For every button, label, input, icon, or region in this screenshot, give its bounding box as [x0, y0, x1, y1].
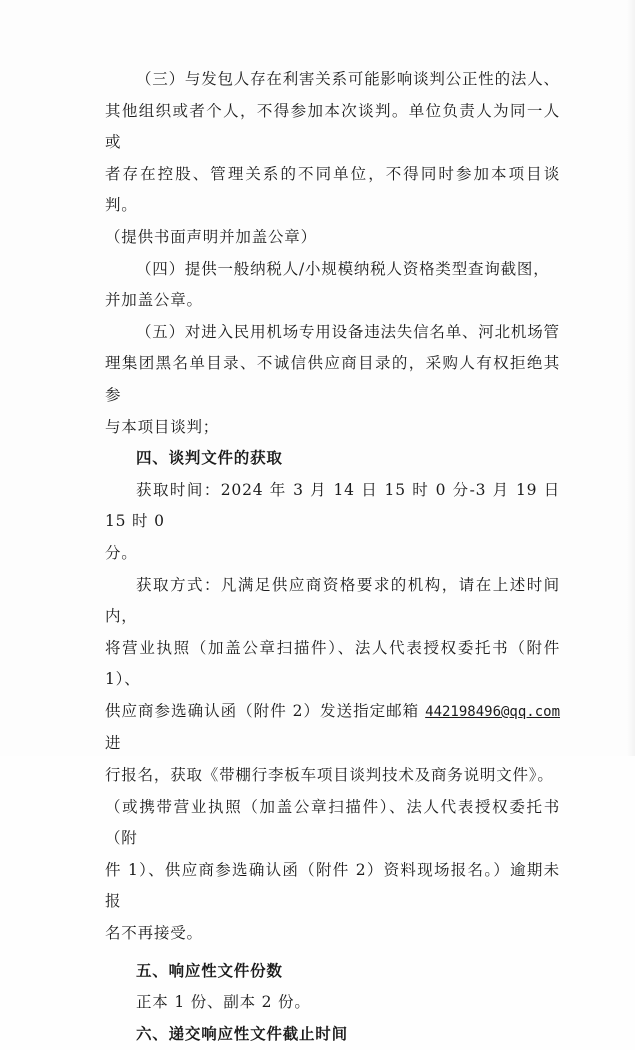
text-line: 者存在控股、管理关系的不同单位，不得同时参加本项目谈判。	[105, 164, 560, 215]
text-line: （五）对进入民用机场专用设备违法失信名单、河北机场管	[136, 322, 560, 341]
item-5-paragraph	[105, 317, 560, 443]
text-line: 获取时间：2024 年 3 月 14 日 15 时 0 分-3 月 19 日 15 时 0	[105, 480, 560, 531]
text-line	[105, 696, 560, 760]
text-line: （或携带营业执照（加盖公章扫描件）、法人代表授权委托书（附	[105, 797, 560, 848]
document-body	[105, 64, 560, 1050]
text-line: 名不再接受。	[105, 924, 203, 943]
section-5-heading: 五、响应性文件份数	[136, 961, 283, 980]
acquisition-method-paragraph	[105, 570, 560, 950]
copies-paragraph	[105, 987, 560, 1019]
text-line: 将营业执照（加盖公章扫描件）、法人代表授权委托书（附件 1）、	[105, 638, 560, 689]
text-line: 与本项目谈判；	[105, 417, 220, 436]
section-4-heading: 四、谈判文件的获取	[136, 449, 283, 468]
text-segment: 进	[105, 734, 122, 753]
text-line: 理集团黑名单目录、不诚信供应商目录的，采购人有权拒绝其参	[105, 354, 560, 404]
section-6-heading: 六、递交响应性文件截止时间	[136, 1024, 348, 1043]
text-line: 件 1）、供应商参选确认函（附件 2）资料现场报名。）逾期未报	[105, 860, 560, 911]
text-line: 其他组织或者个人，不得参加本次谈判。单位负责人为同一人或	[105, 101, 560, 152]
text-line: （四）提供一般纳税人/小规模纳税人资格类型查询截图，	[136, 259, 550, 278]
page-edge-shadow	[627, 0, 635, 756]
email-address: 442198496@qq.com	[425, 703, 560, 720]
text-line: 并加盖公章。	[105, 291, 203, 310]
text-line: （三）与发包人存在利害关系可能影响谈判公正性的法人、	[136, 70, 560, 88]
item-3-paragraph	[105, 64, 560, 254]
text-line: 行报名，获取《带棚行李板车项目谈判技术及商务说明文件》。	[105, 766, 554, 785]
item-4-paragraph	[105, 254, 560, 317]
acquisition-time-paragraph	[105, 475, 560, 570]
text-line: 正本 1 份、副本 2 份。	[136, 993, 311, 1012]
text-line: （提供书面声明并加盖公章）	[105, 227, 317, 246]
text-segment: 供应商参选确认函（附件 2）发送指定邮箱	[105, 701, 420, 720]
text-line: 获取方式：凡满足供应商资格要求的机构，请在上述时间内，	[105, 575, 560, 626]
text-line: 分。	[105, 543, 138, 562]
